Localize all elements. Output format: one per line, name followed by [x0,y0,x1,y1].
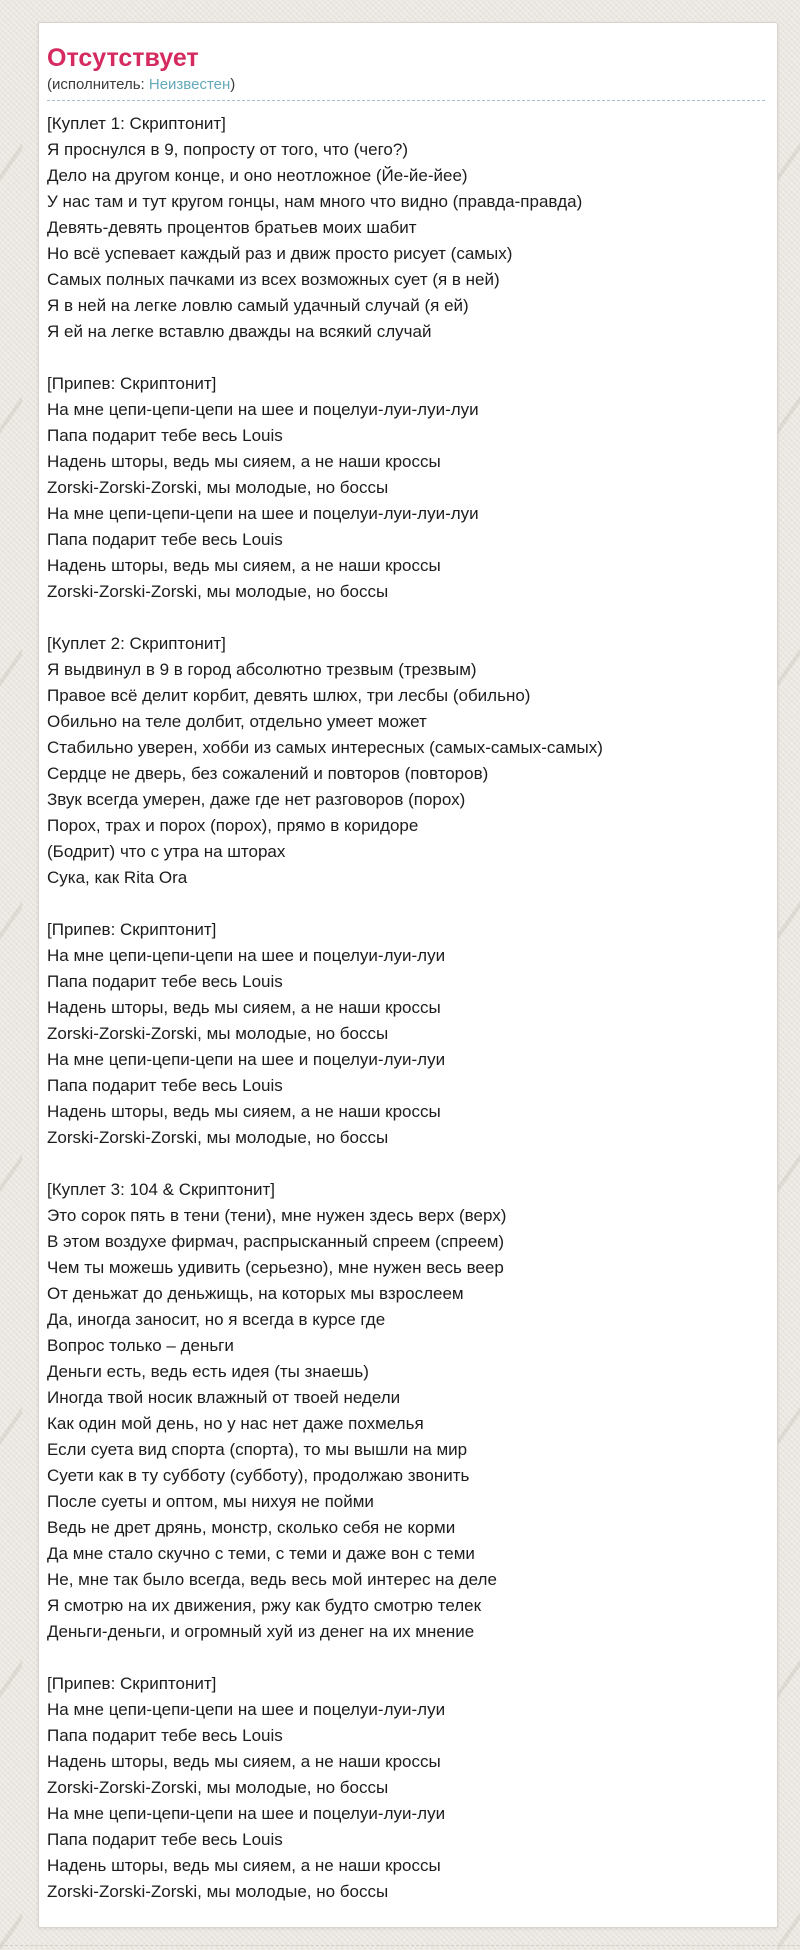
lyric-line: Иногда твой носик влажный от твоей недели [47,1387,401,1407]
lyric-line: [Припев: Скриптонит] [47,1673,217,1693]
header-divider [47,100,765,101]
lyric-line: Чем ты можешь удивить (серьезно), мне нужен весь веер [47,1257,504,1277]
lyric-line: У нас там и тут кругом гонцы, нам много что видно (правда-правда) [47,191,583,211]
lyric-line: Zorski-Zorski-Zorski, мы молодые, но боссы [47,477,389,497]
lyric-line: Если суета вид спорта (спорта), то мы вышли на мир [47,1439,468,1459]
lyric-line: Сука, как Rita Ora [47,867,188,887]
lyric-line: [Припев: Скриптонит] [47,919,217,939]
lyric-line: Папа подарит тебе весь Louis [47,425,283,445]
right-edge-texture [778,0,800,1950]
lyric-line: Это сорок пять в тени (тени), мне нужен здесь верх (верх) [47,1205,507,1225]
lyric-line: Я проснулся в 9, попросту от того, что (чего?) [47,139,408,159]
lyric-line: Стабильно уверен, хобби из самых интересных (самых-самых-самых) [47,737,603,757]
lyric-line: Деньги-деньги, и огромный хуй из денег на их мнение [47,1621,475,1641]
lyric-line: Надень шторы, ведь мы сияем, а не наши кроссы [47,451,441,471]
stanza [47,1671,765,1905]
lyric-line: На мне цепи-цепи-цепи на шее и поцелуи-луи-луи-луи [47,399,479,419]
lyric-line: [Куплет 2: Скриптонит] [47,633,226,653]
lyric-line: Деньги есть, ведь есть идея (ты знаешь) [47,1361,369,1381]
lyric-line: Я в ней на легке ловлю самый удачный случай (я ей) [47,295,469,315]
stanza [47,631,765,891]
lyric-line: На мне цепи-цепи-цепи на шее и поцелуи-луи-луи-луи [47,503,479,523]
lyric-line: Девять-девять процентов братьев моих шабит [47,217,417,237]
stanza [47,111,765,345]
lyrics-text [47,111,765,1905]
lyric-line: На мне цепи-цепи-цепи на шее и поцелуи-луи-луи [47,1803,446,1823]
lyric-line: Не, мне так было всегда, ведь весь мой интерес на деле [47,1569,497,1589]
lyric-line: Я ей на легке вставлю дважды на всякий случай [47,321,432,341]
artist-line [47,76,765,93]
lyric-line: Папа подарит тебе весь Louis [47,1075,283,1095]
lyric-line: Надень шторы, ведь мы сияем, а не наши кроссы [47,997,441,1017]
lyric-line: Я выдвинул в 9 в город абсолютно трезвым (трезвым) [47,659,477,679]
lyric-line: От деньжат до деньжищь, на которых мы взрослеем [47,1283,464,1303]
stanza [47,917,765,1151]
stanza [47,371,765,605]
song-title: Отсутствует [47,44,199,72]
lyric-line: Я смотрю на их движения, ржу как будто смотрю телек [47,1595,482,1615]
lyric-line: Да, иногда заносит, но я всегда в курсе где [47,1309,386,1329]
lyric-line: Звук всегда умерен, даже где нет разговоров (порох) [47,789,466,809]
artist-label: (исполнитель: [47,75,149,93]
lyric-line: Самых полных пачками из всех возможных сует (я в ней) [47,269,500,289]
stanza [47,1177,765,1645]
lyric-line: [Куплет 3: 104 & Скриптонит] [47,1179,276,1199]
lyric-line: Zorski-Zorski-Zorski, мы молодые, но боссы [47,1777,389,1797]
left-edge-texture [0,0,22,1950]
lyric-line: На мне цепи-цепи-цепи на шее и поцелуи-луи-луи [47,945,446,965]
lyrics-card [38,22,778,1928]
lyric-line: Zorski-Zorski-Zorski, мы молодые, но боссы [47,1881,389,1901]
lyric-line: В этом воздухе фирмач, распрысканный спреем (спреем) [47,1231,505,1251]
lyric-line: Вопрос только – деньги [47,1335,234,1355]
lyric-line: Сердце не дверь, без сожалений и повторов (повторов) [47,763,489,783]
lyric-line: Папа подарит тебе весь Louis [47,971,283,991]
lyric-line: [Куплет 1: Скриптонит] [47,113,226,133]
lyric-line: Zorski-Zorski-Zorski, мы молодые, но боссы [47,581,389,601]
lyric-line: На мне цепи-цепи-цепи на шее и поцелуи-луи-луи [47,1049,446,1069]
lyric-line: [Припев: Скриптонит] [47,373,217,393]
lyric-line: После суеты и оптом, мы нихуя не пойми [47,1491,374,1511]
lyric-line: Надень шторы, ведь мы сияем, а не наши кроссы [47,1751,441,1771]
bottom-divider [0,1945,800,1946]
lyric-line: Но всё успевает каждый раз и движ просто рисует (самых) [47,243,513,263]
lyric-line: Надень шторы, ведь мы сияем, а не наши кроссы [47,1101,441,1121]
lyric-line: Надень шторы, ведь мы сияем, а не наши кроссы [47,1855,441,1875]
lyric-line: На мне цепи-цепи-цепи на шее и поцелуи-луи-луи [47,1699,446,1719]
lyric-line: Да мне стало скучно с теми, с теми и даже вон с теми [47,1543,475,1563]
lyric-line: Ведь не дрет дрянь, монстр, сколько себя не корми [47,1517,456,1537]
lyric-line: Надень шторы, ведь мы сияем, а не наши кроссы [47,555,441,575]
lyric-line: Zorski-Zorski-Zorski, мы молодые, но боссы [47,1127,389,1147]
lyric-line: Суети как в ту субботу (субботу), продолжаю звонить [47,1465,470,1485]
lyric-line: Как один мой день, но у нас нет даже похмелья [47,1413,424,1433]
lyric-line: Правое всё делит корбит, девять шлюх, три лесбы (обильно) [47,685,531,705]
lyric-line: Папа подарит тебе весь Louis [47,1829,283,1849]
lyric-line: Zorski-Zorski-Zorski, мы молодые, но боссы [47,1023,389,1043]
artist-line-suffix: ) [230,75,236,93]
lyric-line: Папа подарит тебе весь Louis [47,1725,283,1745]
lyric-line: Порох, трах и порох (порох), прямо в коридоре [47,815,419,835]
lyric-line: (Бодрит) что с утра на шторах [47,841,286,861]
lyric-line: Папа подарит тебе весь Louis [47,529,283,549]
lyric-line: Дело на другом конце, и оно неотложное (Йе-йе-йее) [47,165,468,185]
artist-link[interactable]: Неизвестен [148,75,231,93]
lyric-line: Обильно на теле долбит, отдельно умеет может [47,711,427,731]
